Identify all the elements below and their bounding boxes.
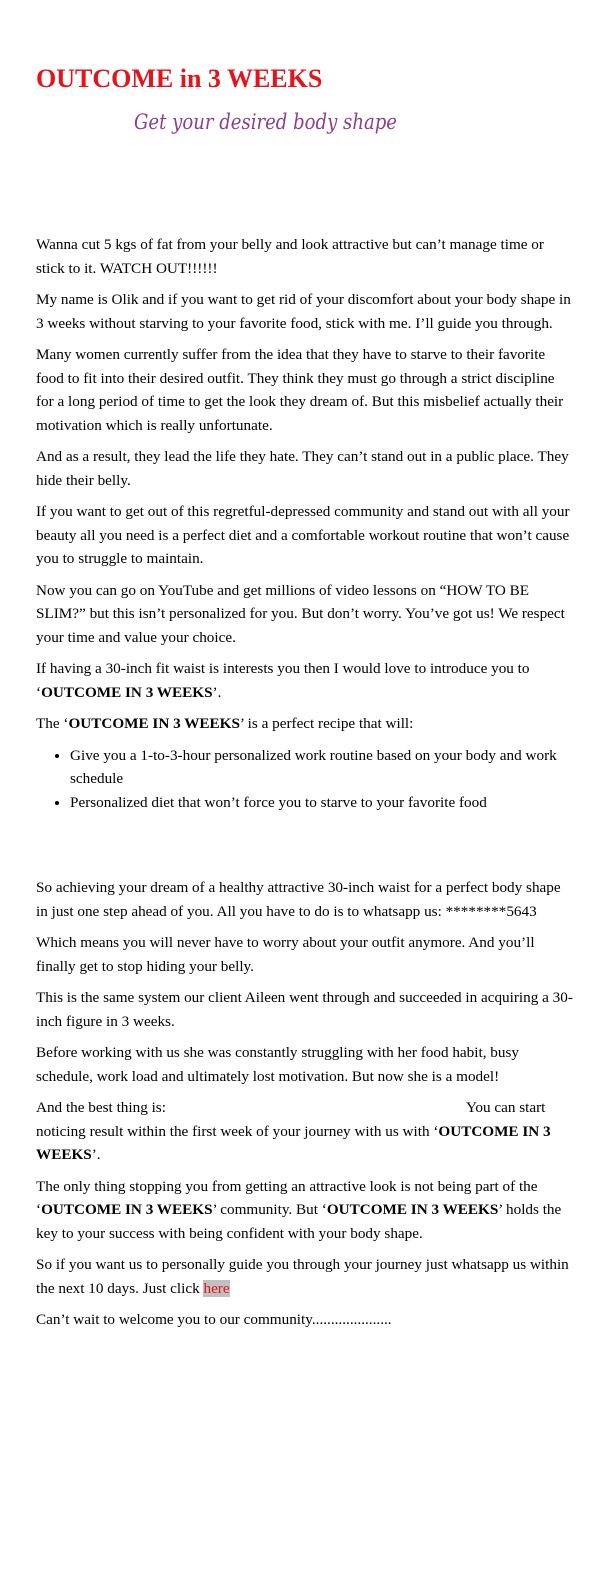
paragraph-whatsapp: So achieving your dream of a healthy attractive 30-inch waist for a perfect body shape in just one step ahead of you. All you have to do is to whatsapp us: ********5643 — [36, 879, 561, 920]
list-item: • Give you a 1-to-3-hour personalized work routine based on your body and work schedule — [70, 744, 576, 791]
paragraph-community-text: The only thing stopping you from getting an attractive look is not being part of the ‘ — [36, 1177, 538, 1218]
paragraph-client: This is the same system our client Aileen went through and succeeded in acquiring a 30-inch figure in 3 weeks. — [36, 989, 573, 1030]
paragraph-best-thing — [36, 1096, 576, 1167]
paragraph-youtube: Now you can go on YouTube and get millions of video lessons on “HOW TO BE SLIM?” but this isn’t personalized for you. But don’t worry. You’ve got us! We respect your time and value your choice. — [36, 581, 565, 646]
benefits-list — [36, 744, 576, 815]
paragraph-problem: Many women currently suffer from the idea that they have to starve to their favorite food to fit into their desired outfit. They think they must go through a strict discipline for a long period of time to get the look they dream of. But this misbelief actually their motivation which is really unfortunate. — [36, 346, 564, 434]
paragraph-introduce — [36, 657, 576, 704]
paragraph-community-end: ’ holds the key to your success with being confident with your body shape. — [36, 1201, 562, 1242]
paragraph-closing: Can’t wait to welcome you to our community..................... — [36, 1311, 392, 1328]
brand-name: OUTCOME IN 3 WEEKS — [326, 1201, 499, 1218]
paragraph-introduce-end: ’. — [212, 683, 222, 701]
paragraph-author: My name is Olik and if you want to get rid of your discomfort about your body shape in 3 weeks without starving to your favorite food, stick with me. I’ll guide you through. — [36, 291, 571, 332]
page-title: OUTCOME in 3 WEEKS — [36, 64, 323, 93]
paragraph-community-mid: ’ community. But ‘ — [212, 1201, 327, 1218]
brand-name: OUTCOME IN 3 WEEKS — [36, 1122, 551, 1163]
brand-name: OUTCOME IN 3 WEEKS — [41, 1201, 213, 1218]
paragraph-introduce-text: If having a 30-inch fit waist is interests you then I would love to introduce you to ‘ — [36, 660, 530, 701]
paragraph-solution: If you want to get out of this regretful-depressed community and stand out with all your beauty all you need is a perfect diet and a comfortable workout routine that won’t cause you to struggle to maintain. — [36, 503, 570, 567]
paragraph-best-thing-text: You can start noticing result within the first week of your journey with us with ‘ — [36, 1099, 546, 1140]
paragraph-recipe-end: ’ is a perfect recipe that will: — [239, 715, 414, 732]
brand-name: OUTCOME IN 3 WEEKS — [68, 715, 240, 732]
paragraph-cta-text: So if you want us to personally guide you through your journey just whatsapp us within the next 10 days. Just click — [36, 1256, 569, 1297]
paragraph-community — [36, 1175, 576, 1246]
here-link[interactable]: here — [203, 1279, 230, 1297]
paragraph-before: Before working with us she was constantly struggling with her food habit, busy schedule, work load and ultimately lost motivation. But now she is a model! — [36, 1044, 519, 1085]
body-content — [36, 233, 576, 1340]
paragraph-recipe — [36, 712, 576, 736]
paragraph-cta — [36, 1253, 576, 1300]
paragraph-intro: Wanna cut 5 kgs of fat from your belly and look attractive but can’t manage time or stick to it. WATCH OUT!!!!!! — [36, 236, 544, 277]
list-item: • Personalized diet that won’t force you to starve to your favorite food — [70, 791, 576, 815]
paragraph-result: And as a result, they lead the life they hate. They can’t stand out in a public place. They hide their belly. — [36, 448, 569, 489]
spacer — [36, 814, 576, 876]
paragraph-best-thing-end: ’. — [91, 1146, 101, 1163]
paragraph-recipe-text: The ‘ — [36, 715, 69, 732]
brand-name: OUTCOME IN 3 WEEKS — [41, 683, 213, 701]
paragraph-outfit: Which means you will never have to worry about your outfit anymore. And you’ll finally get to stop hiding your belly. — [36, 934, 535, 975]
paragraph-best-thing-lead: And the best thing is: — [36, 1099, 166, 1116]
page-subtitle: Get your desired body shape — [134, 110, 397, 134]
